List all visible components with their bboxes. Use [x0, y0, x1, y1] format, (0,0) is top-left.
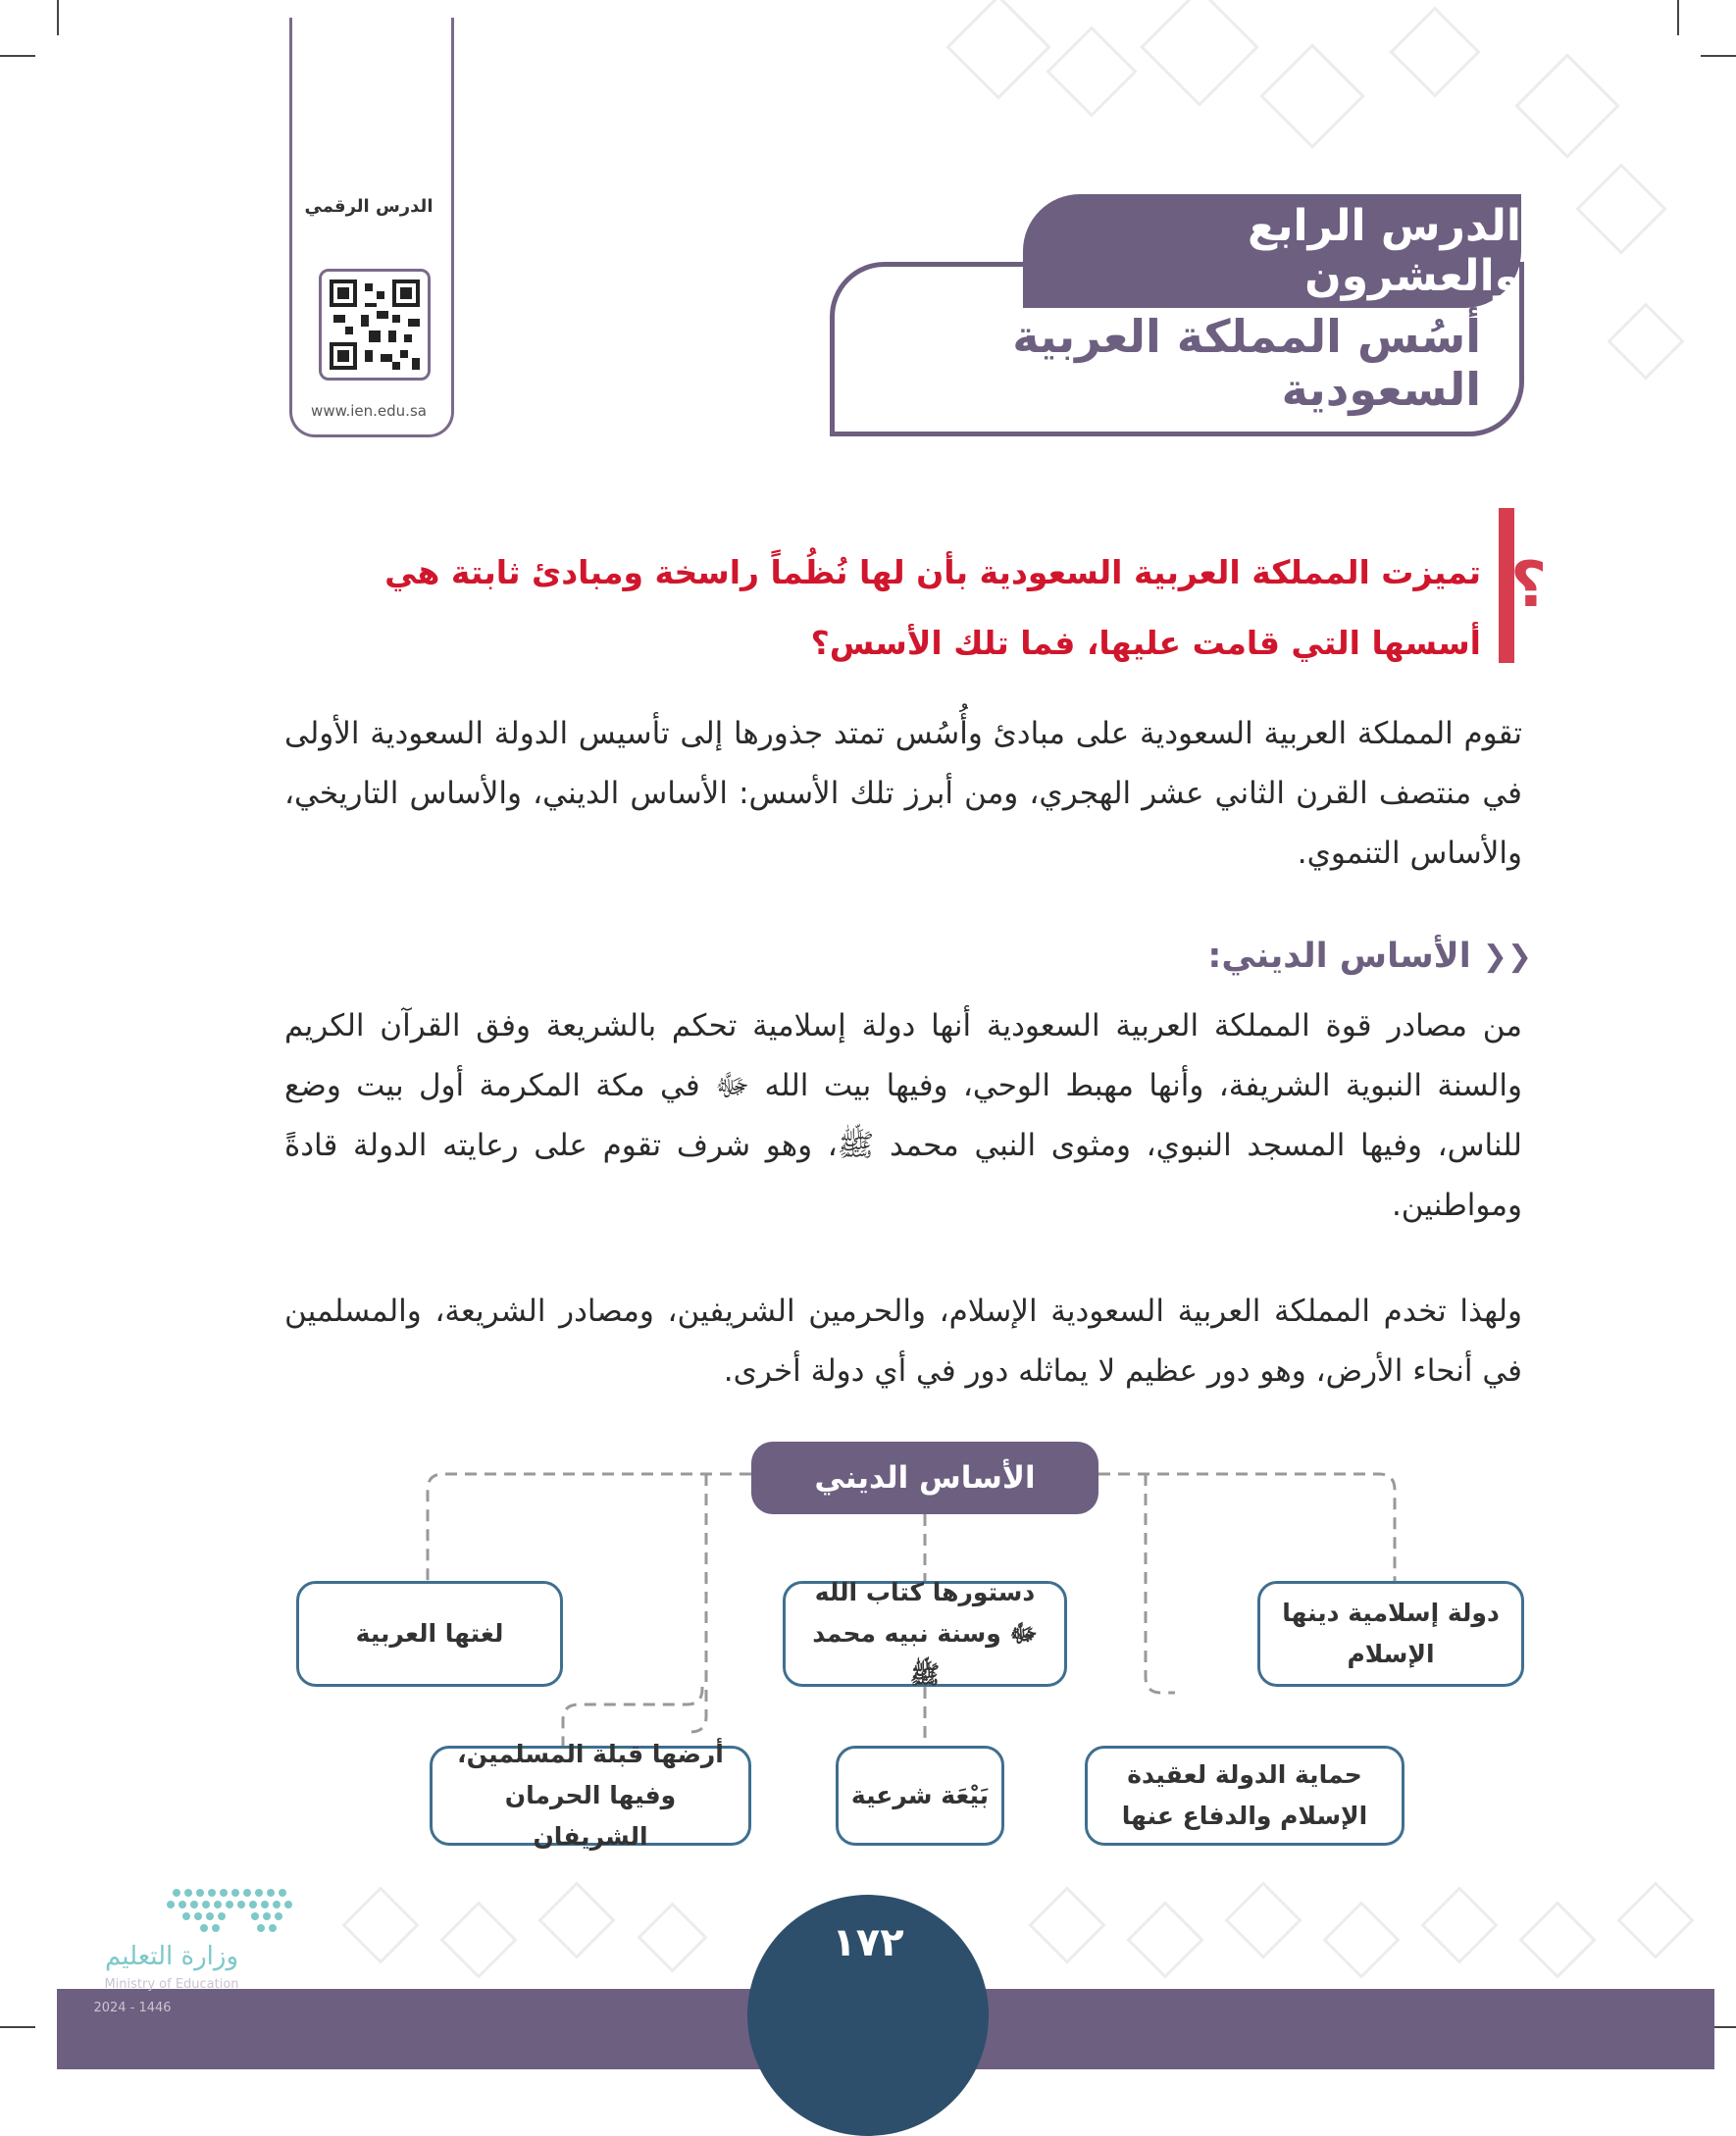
- section-paragraph-2: ولهذا تخدم المملكة العربية السعودية الإسلام، والحرمين الشريفين، ومصادر الشريعة، والمسلمين في أنحاء الأرض، وهو دور عظيم لا يماثله دور في أي دولة أخرى.: [284, 1294, 1522, 1389]
- question-text: تميزت المملكة العربية السعودية بأن لها نُظُماً راسخة ومبادئ ثابتة هي أسسها التي قامت عليها، فما تلك الأسس؟: [384, 553, 1481, 662]
- diagram-node: دولة إسلامية دينها الإسلام: [1257, 1581, 1524, 1687]
- edition-label: 2024 - 1446: [93, 2001, 172, 2015]
- diagram-node: أرضها قبلة المسلمين، وفيها الحرمان الشريفان: [430, 1746, 751, 1846]
- connector-line: [690, 1474, 706, 1732]
- double-chevron-icon: ❮❮: [1482, 939, 1532, 974]
- intro-paragraph: تقوم المملكة العربية السعودية على مبادئ وأُسُس تمتد جذورها إلى تأسيس الدولة السعودية الأولى في منتصف القرن الثاني عشر الهجري، ومن أبرز تلك الأسس: الأساس الديني، والأساس التاريخي، والأساس التنموي.: [284, 716, 1522, 871]
- section-heading-text: الأساس الديني:: [1207, 937, 1471, 976]
- lesson-number-banner: الدرس الرابع والعشرون: [1023, 194, 1521, 308]
- diagram-node: بَيْعَة شرعية: [836, 1746, 1004, 1846]
- connector-line: [1146, 1474, 1175, 1693]
- ministry-logo-icon: [88, 1883, 333, 1942]
- ministry-logo: [88, 1883, 333, 2030]
- diagram-node: دستورها كتاب الله ﷻ وسنة نبيه محمد ﷺ: [783, 1581, 1067, 1687]
- diagram-root: الأساس الديني: [751, 1442, 1098, 1514]
- lesson-title: أُسُس المملكة العربية السعودية: [1012, 310, 1481, 416]
- digital-lesson-url[interactable]: www.ien.edu.sa: [311, 402, 427, 420]
- connector-line: [1098, 1474, 1395, 1581]
- diagram-node: لغتها العربية: [296, 1581, 563, 1687]
- digital-lesson-title: الدرس الرقمي: [304, 196, 434, 217]
- connector-line: [428, 1474, 751, 1581]
- ministry-name: وزارة التعليم: [104, 1942, 239, 1971]
- page-number: ١٧٢: [832, 1920, 904, 1965]
- section-paragraph-1: من مصادر قوة المملكة العربية السعودية أنها دولة إسلامية تحكم بالشريعة وفق القرآن الكريم والسنة النبوية الشريفة، وأنها مهبط الوحي، وفيها بيت الله ﷻ في مكة المكرمة أول بيت وضع للناس، وفيها المسجد النبوي، ومثوى النبي محمد ﷺ، وهو شرف تقوم على رعايته الدولة قادةً ومواطنين.: [284, 1008, 1522, 1223]
- diagram-node: حماية الدولة لعقيدة الإسلام والدفاع عنها: [1085, 1746, 1404, 1846]
- question-mark-icon: ؟: [1510, 549, 1548, 622]
- ministry-name-en: Ministry of Education: [104, 1977, 239, 1992]
